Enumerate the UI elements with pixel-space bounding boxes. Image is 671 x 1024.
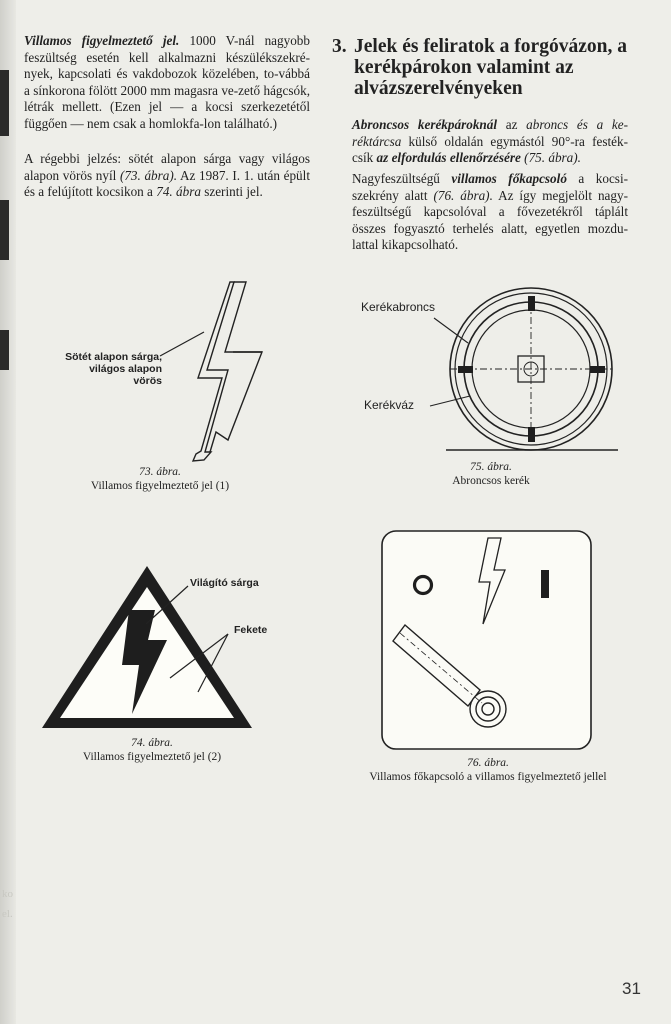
figure-74-caption: 74. ábra. Villamos figyelmeztető jel (2) [82, 737, 222, 763]
figure-73-caption: 73. ábra. Villamos figyelmeztető jel (1) [90, 466, 230, 492]
figure-75-label-wheel: Kerékváz [364, 398, 415, 412]
figure-74-label-black: Fekete [234, 624, 268, 636]
figure-74-label-yellow: Világító sárga [190, 577, 259, 589]
figure-75-caption: 75. ábra. Abroncsos kerék [452, 461, 530, 487]
on-position-icon [541, 570, 549, 598]
term-main-switch: villamos főkapcsoló [451, 171, 567, 186]
term-rotation-check: az elfordulás ellenőrzésére [376, 150, 521, 166]
paragraph-text: abroncs és a ke-réktárcsa [352, 117, 628, 149]
term-tyred-wheelsets: Abroncsos kerékpároknál [352, 117, 498, 132]
figure-73-label: Sötét alapon sárga, világos alapon vörös [65, 351, 162, 387]
margin-fragment: el. [2, 908, 13, 920]
margin-fragment: ko [2, 888, 13, 900]
section-number: 3. [332, 36, 347, 57]
section-title: Jelek és feliratok a forgóvázon, a kerékpárokon valamint az alvázszerelvényeken [354, 36, 627, 99]
paragraph-text: A régebbi jelzés: sötét alapon sárga vagy világos alapon vörös nyíl [24, 151, 310, 183]
paragraph-text: Az így megjelölt nagy-feszültségű kapcsolóval a fővezetékről táplált összes fogyasztó terhelés alatt, egyetlen mozdu-lattal kikapcsolható. [352, 187, 628, 253]
figure-ref: (76. ábra). [433, 187, 493, 203]
figure-ref: (73. ábra). [119, 167, 178, 183]
figure-ref: (75. ábra). [520, 150, 581, 166]
paragraph-text: szerinti jel. [200, 184, 263, 200]
figure-ref: 74. ábra [156, 184, 201, 200]
term-warning-sign: Villamos figyelmeztető jel. [24, 33, 180, 48]
paragraph-text: az [497, 117, 527, 132]
paragraph-text: 1000 V-nál nagyobb feszültség esetén kell alkalmazni készülékszekré-nyek, kapcsolati és vakdobozok közelében, to-vábbá a sínkorona fölött 2000 mm magasra ve-zető hágcsók, létrák mellett. (Ezen jel — a kocsi szerkezetétől függően — nem csak a homlokfa-lon található.) [24, 33, 310, 131]
figure-75-label-tire: Kerékabroncs [361, 300, 436, 314]
figure-76-caption: 76. ábra. Villamos főkapcsoló a villamos figyelmeztető jellel [369, 757, 607, 783]
paragraph-text: a kocsi-szekrény alatt [352, 171, 628, 203]
paragraph-text: Az 1987. I. 1. után épült és a felújított kocsikon a [24, 167, 310, 200]
paragraph-text: Nagyfeszültségű [352, 171, 452, 186]
paragraph-text: külső oldalán egymástól 90°-ra festék-csík [352, 133, 628, 166]
page-number: 31 [622, 979, 641, 998]
